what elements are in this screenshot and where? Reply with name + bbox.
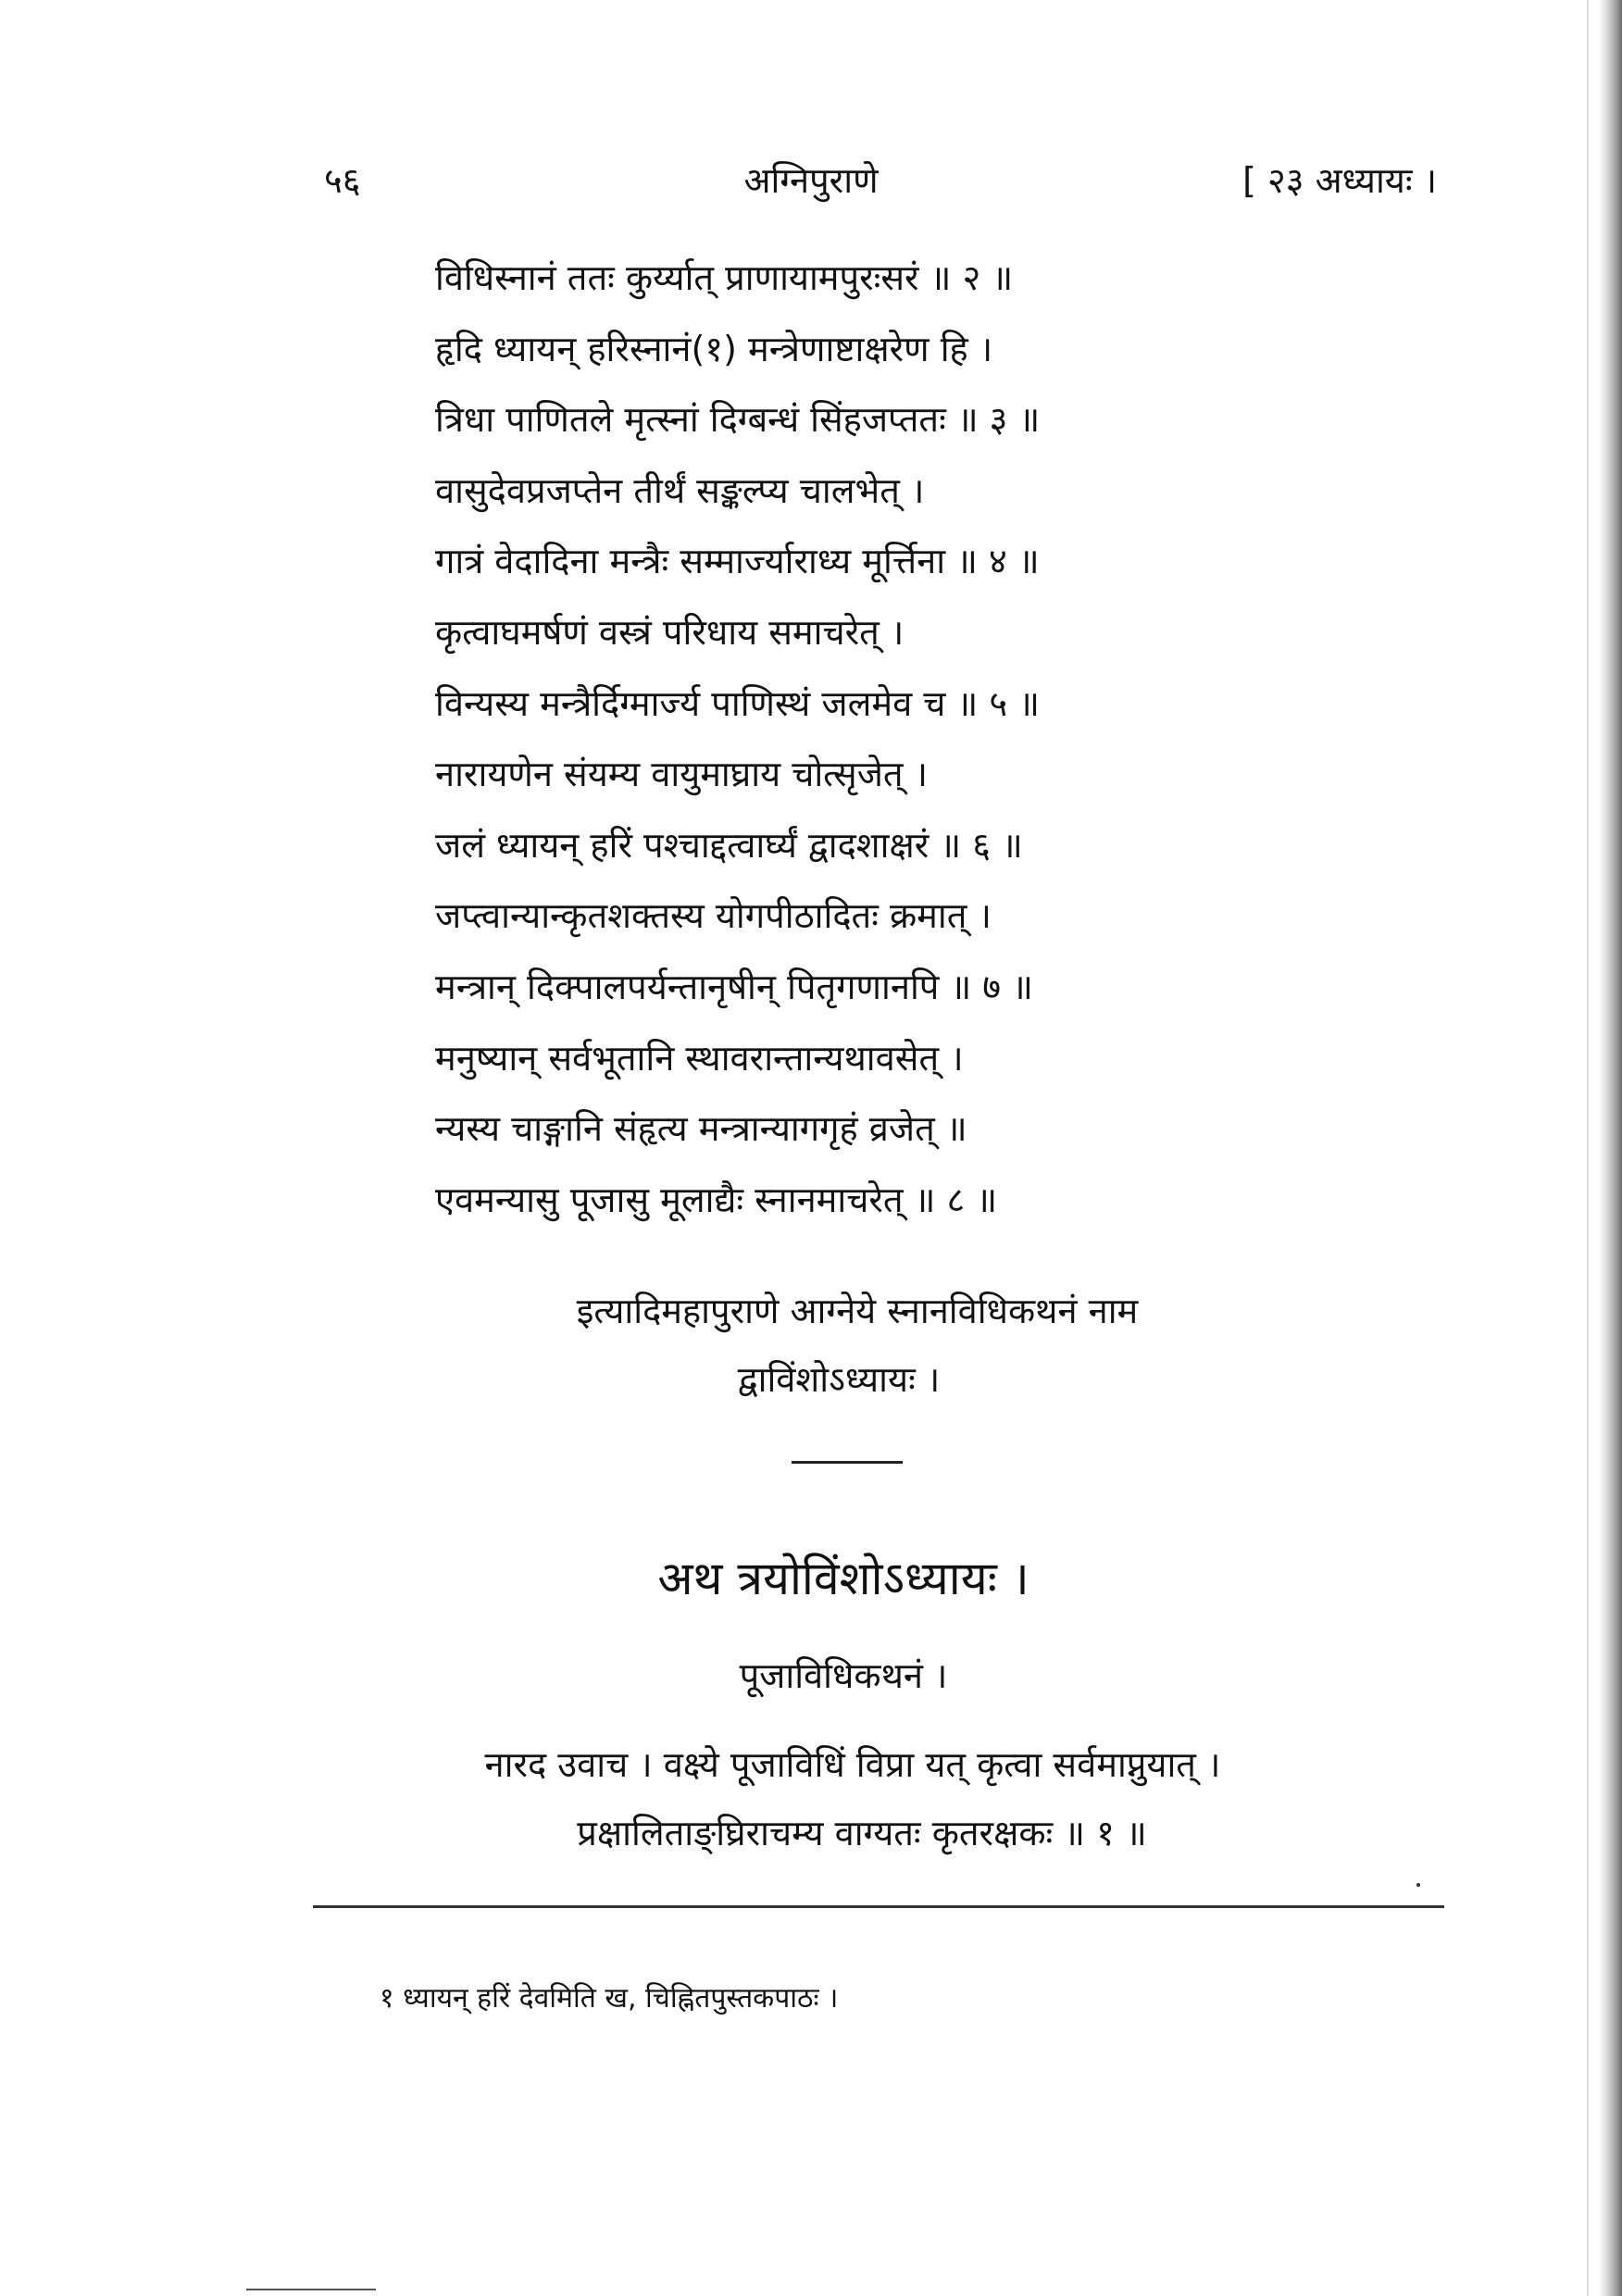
verse-line: हृदि ध्यायन् हरिस्नानं(१) मन्त्रेणाष्टाक्षरेण हि । [435, 328, 993, 369]
verse-line: जप्त्वान्यान्कृतशक्तस्य योगपीठादितः क्रमात् । [435, 895, 992, 937]
chapter-reference: [ २३ अध्यायः । [1242, 160, 1437, 201]
book-binding-edge [1598, 0, 1622, 2296]
book-title: अग्निपुराणे [743, 160, 879, 201]
verse-line: मनुष्यान् सर्वभूतानि स्थावरान्तान्यथावसेत् । [435, 1037, 964, 1079]
verse-line: वासुदेवप्रजप्तेन तीर्थं सङ्कल्प्य चालभेत् । [435, 469, 925, 511]
opening-verse-line-1: नारद उवाच । वक्ष्ये पूजाविधिं विप्रा यत् कृत्वा सर्वमाप्नुयात् । [484, 1744, 1221, 1785]
verse-line: न्यस्य चाङ्गानि संहृत्य मन्त्रान्यागगृहं व्रजेत् ॥ [435, 1108, 967, 1150]
running-header [0, 148, 1622, 213]
bottom-edge-mark [246, 2289, 376, 2290]
section-divider [792, 1461, 903, 1464]
opening-verse-line-2: प्रक्षालिताङ्घ्रिराचम्य वाग्यतः कृतरक्षकः ॥ १ ॥ [577, 1813, 1147, 1853]
colophon-line-1: इत्यादिमहापुराणे आग्नेये स्नानविधिकथनं नाम [576, 1291, 1139, 1331]
verse-line: मन्त्रान् दिक्पालपर्यन्तानृषीन् पितृगणानपि ॥ ७ ॥ [435, 966, 1033, 1007]
verse-line: गात्रं वेदादिना मन्त्रैः सम्मार्ज्याराध्य मूर्त्तिना ॥ ४ ॥ [435, 541, 1040, 582]
chapter-title: अथ त्रयोविंशोऽध्यायः । [657, 1552, 1029, 1605]
verse-line: कृत्वाघमर्षणं वस्त्रं परिधाय समाचरेत् । [435, 611, 905, 653]
page-number: ५६ [324, 160, 361, 201]
verse-block [435, 243, 1379, 1235]
footnote-rule [313, 1905, 1444, 1908]
binding-shadow-line [1587, 0, 1589, 2296]
footnote: १ ध्यायन् हरिं देवमिति ख, चिह्नितपुस्तकपाठः । [380, 1982, 839, 2015]
colophon-line-2: द्वाविंशोऽध्यायः । [737, 1359, 941, 1400]
ink-speck [1416, 1883, 1420, 1887]
verse-line: नारायणेन संयम्य वायुमाघ्राय चोत्सृजेत् । [435, 754, 929, 795]
verse-line: विधिस्नानं ततः कुर्य्यात् प्राणायामपुरःसरं ॥ २ ॥ [435, 257, 1014, 298]
verse-line: त्रिधा पाणितले मृत्स्नां दिग्बन्धं सिंहजप्ततः ॥ ३ ॥ [435, 399, 1041, 441]
verse-line: एवमन्यासु पूजासु मूलाद्यैः स्नानमाचरेत् ॥ ८ ॥ [435, 1179, 998, 1220]
chapter-subtitle: पूजाविधिकथनं । [739, 1655, 948, 1696]
verse-line: जलं ध्यायन् हरिं पश्चाद्दत्वार्घ्यं द्वादशाक्षरं ॥ ६ ॥ [435, 824, 1023, 866]
verse-line: विन्यस्य मन्त्रैर्दिग्मार्ज्य पाणिस्थं जलमेव च ॥ ५ ॥ [435, 682, 1040, 724]
